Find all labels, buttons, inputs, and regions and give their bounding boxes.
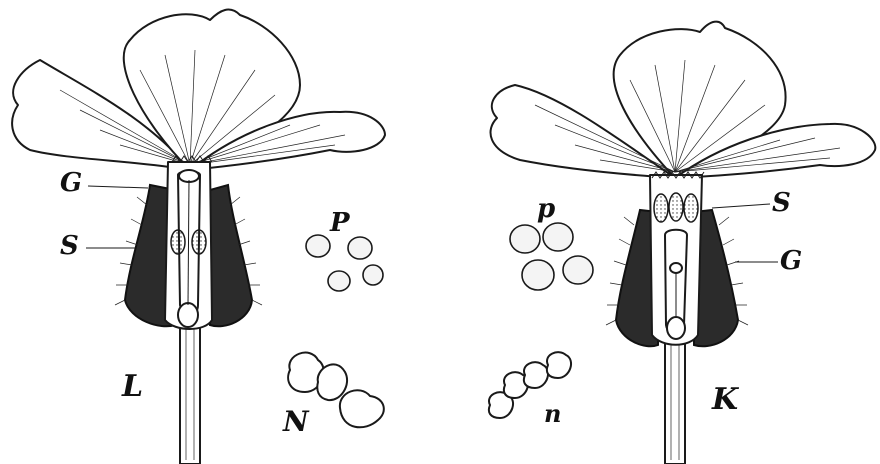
right-papillae-label: n (544, 399, 562, 428)
right-callout-label-middle: G (780, 246, 803, 276)
right-flower-stalk (665, 340, 685, 464)
right-pollen-label: p (537, 194, 556, 224)
left-papillae-label: N (283, 405, 309, 438)
left-callout-label-middle: S (60, 231, 79, 261)
left-callout-line-top (88, 186, 148, 188)
left-flower-label: L (122, 369, 144, 404)
left-callout-label-top: G (60, 168, 83, 198)
left-pollen-grains (306, 235, 383, 291)
right-flower-label: K (712, 382, 739, 417)
left-pollen-label: P (330, 208, 350, 238)
right-pollen-grains (510, 223, 593, 290)
right-flower-anthers (654, 193, 698, 222)
left-flower-stalk (180, 320, 200, 464)
right-callout-label-top: S (772, 188, 791, 218)
right-flower-petals (491, 22, 876, 178)
right-callout-line-top (712, 204, 770, 208)
